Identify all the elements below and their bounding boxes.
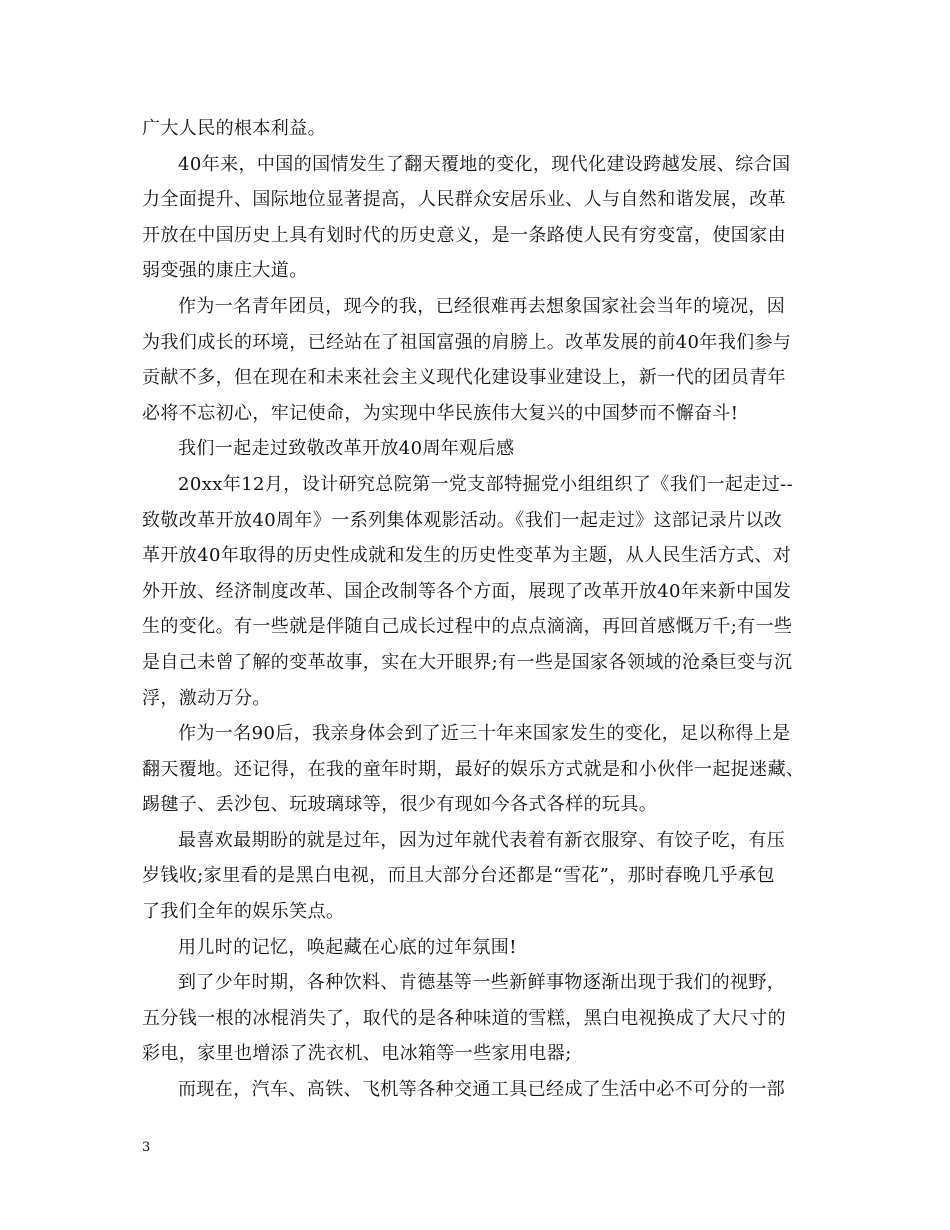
page-number: 3 [142, 1140, 151, 1155]
text-line: 用儿时的记忆，唤起藏在心底的过年氛围! [178, 936, 517, 958]
text-line: 而现在，汽车、高铁、飞机等各种交通工具已经成了生活中必不可分的一部 [178, 1079, 786, 1101]
text-line: 五分钱一根的冰棍消失了，取代的是各种味道的雪糕，黑白电视换成了大尺寸的 [142, 1007, 786, 1029]
text-line: 踢毽子、丢沙包、玩玻璃球等，很少有现如今各式各样的玩具。 [142, 794, 658, 816]
text-line: 作为一名90后，我亲身体会到了近三十年来国家发生的变化，足以称得上是 [178, 723, 791, 745]
body-text [142, 111, 810, 1108]
text-line: 革开放40年取得的历史性成就和发生的历史性变革为主题，从人民生活方式、对 [142, 545, 792, 567]
text-line: 是自己未曾了解的变革故事，实在大开眼界;有一些是国家各领域的沧桑巨变与沉 [142, 651, 793, 673]
text-line: 广大人民的根本利益。 [142, 118, 326, 139]
text-line: 到了少年时期，各种饮料、肯德基等一些新鲜事物逐渐出现于我们的视野， [178, 972, 786, 994]
text-line: 40年来，中国的国情发生了翻天覆地的变化，现代化建设跨越发展、综合国 [178, 153, 791, 175]
text-line: 贡献不多，但在现在和未来社会主义现代化建设事业建设上，新一代的团员青年 [142, 367, 786, 389]
text-line: 20xx年12月，设计研究总院第一党支部特掘党小组组织了《我们一起走过-- [178, 473, 794, 495]
text-line: 开放在中国历史上具有划时代的历史意义，是一条路使人民有穷变富，使国家由 [142, 224, 786, 246]
text-line: 彩电，家里也增添了洗衣机、电冰箱等一些家用电器; [142, 1043, 572, 1065]
text-line: 必将不忘初心，牢记使命，为实现中华民族伟大复兴的中国梦而不懈奋斗! [142, 402, 739, 424]
text-line: 弱变强的康庄大道。 [142, 260, 308, 282]
text-line: 翻天覆地。还记得，在我的童年时期，最好的娱乐方式就是和小伙伴一起捉迷藏、 [142, 758, 805, 780]
text-line: 最喜欢最期盼的就是过年，因为过年就代表着有新衣服穿、有饺子吃，有压 [178, 829, 786, 851]
text-line: 了我们全年的娱乐笑点。 [142, 901, 345, 923]
text-line: 作为一名青年团员，现今的我，已经很难再去想象国家社会当年的境况，因 [178, 295, 786, 317]
text-line: 力全面提升、国际地位显著提高，人民群众安居乐业、人与自然和谐发展，改革 [142, 189, 786, 211]
text-line: 致敬改革开放40周年》一系列集体观影活动。《我们一起走过》这部记录片以改 [142, 509, 783, 531]
text-line: 为我们成长的环境，已经站在了祖国富强的肩膀上。改革发展的前40年我们参与 [142, 331, 792, 353]
text-line: 我们一起走过致敬改革开放40周年观后感 [178, 438, 515, 460]
text-line: 浮，激动万分。 [142, 687, 271, 709]
text-line: 岁钱收;家里看的是黑白电视，而且大部分台还都是“雪花”，那时春晚几乎承包 [142, 865, 775, 887]
text-line: 外开放、经济制度改革、国企改制等各个方面，展现了改革开放40年来新中国发 [142, 580, 792, 602]
text-line: 生的变化。有一些就是伴随自己成长过程中的点点滴滴，再回首感慨万千;有一些 [142, 616, 793, 638]
